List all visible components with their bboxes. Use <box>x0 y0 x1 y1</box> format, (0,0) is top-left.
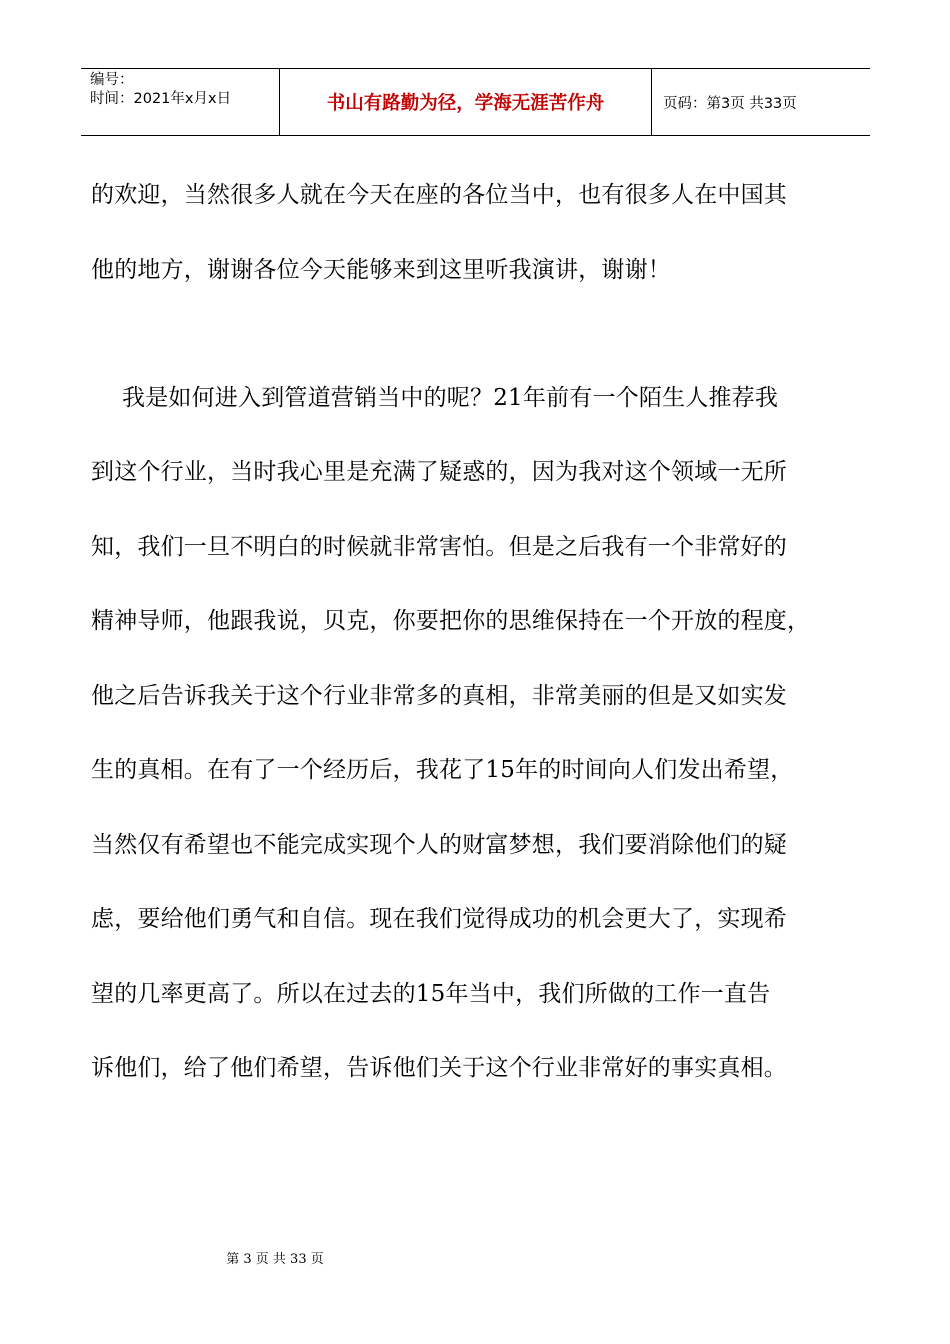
text-line: 望的几率更高了。所以在过去的15年当中，我们所做的工作一直告 <box>91 981 771 1007</box>
header-page-number: 页码：第3页 共33页 <box>663 95 797 112</box>
page-footer <box>0 1248 950 1267</box>
text-line: 生的真相。在有了一个经历后，我花了15年的时间向人们发出希望， <box>91 757 794 783</box>
page-header <box>81 68 870 136</box>
text-line: 知，我们一旦不明白的时候就非常害怕。但是之后我有一个非常好的 <box>91 534 787 560</box>
text-line: 当然仅有希望也不能完成实现个人的财富梦想，我们要消除他们的疑 <box>91 832 787 858</box>
text-line: 他的地方，谢谢各位今天能够来到这里听我演讲，谢谢！ <box>91 257 671 283</box>
text-line: 诉他们，给了他们希望，告诉他们关于这个行业非常好的事实真相。 <box>91 1055 787 1081</box>
header-meta <box>81 69 280 135</box>
text-line: 他之后告诉我关于这个行业非常多的真相，非常美丽的但是又如实发 <box>91 683 787 709</box>
footer-page-info: 第 3 页 共 33 页 <box>226 1252 324 1267</box>
text-line: 的欢迎，当然很多人就在今天在座的各位当中，也有很多人在中国其 <box>91 182 787 208</box>
header-motto: 书山有路勤为径，学海无涯苦作舟 <box>280 69 652 135</box>
document-number-label: 编号： <box>90 72 134 88</box>
paragraph-first-line: 我是如何进入到管道营销当中的呢？21年前有一个陌生人推荐我 <box>122 385 779 411</box>
text-line: 到这个行业，当时我心里是充满了疑惑的，因为我对这个领域一无所 <box>91 459 787 485</box>
text-line: 虑，要给他们勇气和自信。现在我们觉得成功的机会更大了，实现希 <box>91 906 787 932</box>
text-line: 精神导师，他跟我说，贝克，你要把你的思维保持在一个开放的程度， <box>91 608 811 634</box>
document-date: 时间：2021年x月x日 <box>90 91 232 107</box>
